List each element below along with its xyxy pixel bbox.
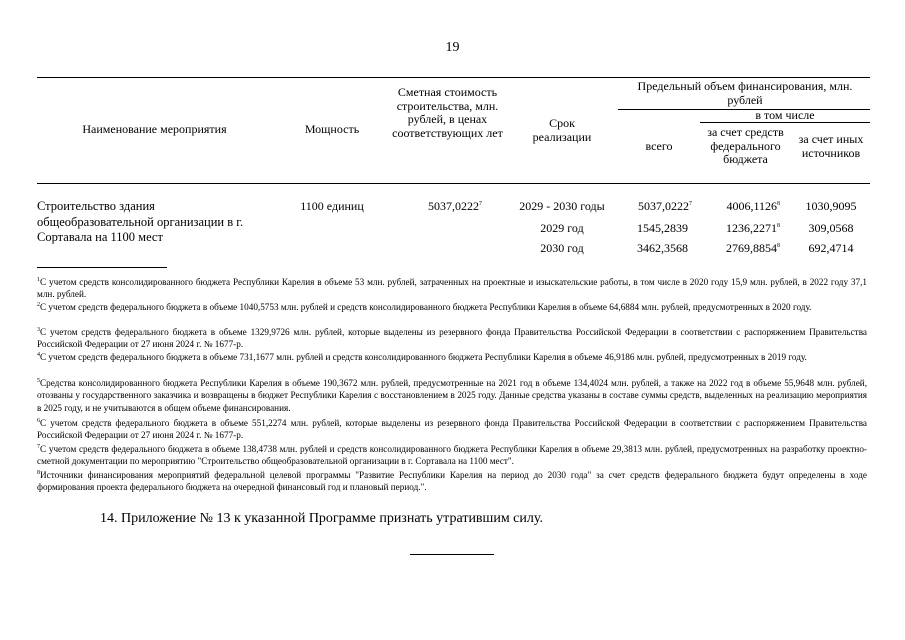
row-cost: 5037,0222$^7$ bbox=[428, 199, 482, 213]
header-name: Наименование мероприятия bbox=[82, 122, 227, 136]
period-2: 2030 год bbox=[540, 241, 584, 255]
page-number: 19 bbox=[445, 40, 460, 55]
header-cost: Сметная стоимость строительства, млн. рублей, в ценах соответствующих лет bbox=[392, 85, 503, 140]
footnote-1: $^1$С учетом средств консолидированного бюджета Республики Карелия в объеме 53 млн. рублей, затраченных на проектные и изыскательские работы, в том числе в 2020 году 15,9 млн. рублей, в 2022 году 37,1 млн. рублей. bbox=[37, 276, 867, 300]
footnote-2: $^2$С учетом средств федерального бюджета в объеме 1040,5753 млн. рублей и средств консолидированного бюджета Республики Карелия в объеме 64,6884 млн. рублей, предусмотренных в 2020 году. bbox=[37, 301, 812, 312]
header-period: Срок реализации bbox=[532, 116, 592, 144]
other-2: 692,4714 bbox=[808, 241, 854, 255]
header-other: за счет иных источников bbox=[798, 132, 864, 160]
period-0: 2029 - 2030 годы bbox=[519, 199, 605, 213]
header-total: всего bbox=[645, 139, 673, 153]
footnote-8: $^8$Источники финансирования мероприятий федеральной целевой программы "Развитие Республики Карелия на период до 2030 года" за счет средств федерального бюджета будут определены в ходе формирования проекта федерального бюджета на очередной финансовый год и плановый период.". bbox=[37, 469, 867, 493]
footnote-4: $^4$С учетом средств федерального бюджета в объеме 731,1677 млн. рублей и средств консолидированного бюджета Республики Карелия в объеме 46,9186 млн. рублей, предусмотренных в 2019 году. bbox=[37, 351, 807, 362]
end-divider bbox=[410, 554, 494, 555]
footnote-3: $^3$С учетом средств федерального бюджета в объеме 1329,9726 млн. рублей, которые выделены из резервного фонда Правительства Российской Федерации в соответствии с распоряжением Правительства Российской Федерации от 27 июня 2024 г. № 1677-р. bbox=[37, 326, 867, 350]
federal-1: 1236,2271$^8$ bbox=[726, 221, 780, 235]
total-1: 1545,2839 bbox=[637, 221, 688, 235]
row-name: Строительство здания общеобразовательной организации в г. Сортавала на 1100 мест bbox=[37, 199, 244, 244]
period-1: 2029 год bbox=[540, 221, 584, 235]
paragraph-14: 14. Приложение № 13 к указанной Программе признать утратившим силу. bbox=[100, 511, 543, 526]
total-0: 5037,0222$^7$ bbox=[638, 199, 692, 213]
footnote-6: $^6$С учетом средств федерального бюджета в объеме 551,2274 млн. рублей, которые выделены из резервного фонда Правительства Российской Федерации в соответствии с распоряжением Правительства Российской Федерации от 27 июня 2024 г. № 1677-р. bbox=[37, 417, 867, 441]
other-0: 1030,9095 bbox=[805, 199, 857, 213]
header-capacity: Мощность bbox=[304, 122, 360, 136]
header-federal: за счет средств федерального бюджета bbox=[707, 125, 784, 166]
row-capacity: 1100 единиц bbox=[300, 199, 364, 213]
federal-0: 4006,1126$^8$ bbox=[726, 199, 780, 213]
federal-2: 2769,8854$^8$ bbox=[726, 241, 780, 255]
table-top-rule bbox=[37, 77, 870, 78]
header-financing: Предельный объем финансирования, млн. рублей bbox=[637, 79, 853, 107]
footnote-7: $^7$С учетом средств федерального бюджета в объеме 138,4738 млн. рублей и средств консолидированного бюджета Республики Карелия в объеме 29,3813 млн. рублей, предусмотренных на разработку проектно-сметной документации по мероприятию "Строительство общеобразовательной организации в г. Сортавала на 1100 мест". bbox=[37, 443, 867, 467]
header-bottom-rule bbox=[37, 183, 870, 184]
total-2: 3462,3568 bbox=[637, 241, 688, 255]
footnote-separator bbox=[37, 267, 167, 268]
other-1: 309,0568 bbox=[808, 221, 854, 235]
footnote-5: $^5$Средства консолидированного бюджета Республики Карелия в объеме 190,3672 млн. рублей, предусмотренные на 2021 год в объеме 134,4024 млн. рублей, а также на 2022 год в объеме 55,9648 млн. рублей, отозваны у государственного заказчика и возвращены в бюджет Республики Карелия с восстановлением в 2025 году. Данные средства указаны в составе суммы средств, выделенных на реализацию мероприятия в 2025 году, и не учитываются в общем объеме финансирования. bbox=[37, 377, 867, 413]
header-including: в том числе bbox=[755, 108, 815, 122]
